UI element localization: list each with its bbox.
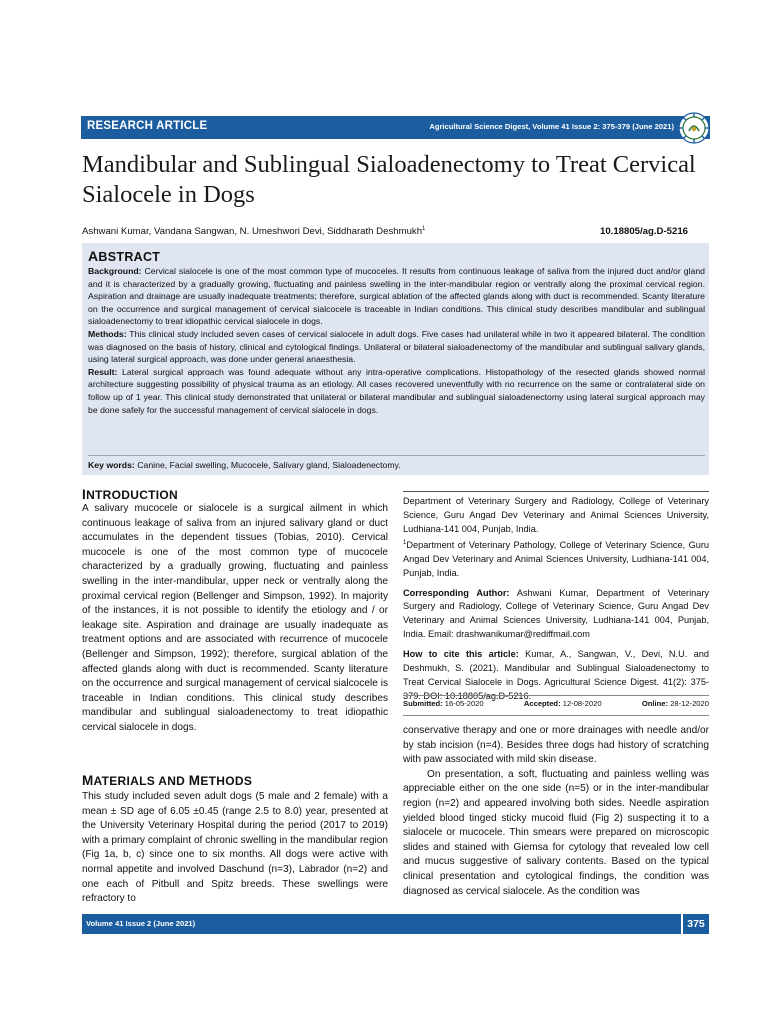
authors-text: Ashwani Kumar, Vandana Sangwan, N. Umeshwori Devi, Siddharath Deshmukh — [82, 226, 423, 238]
submission-dates — [403, 699, 709, 708]
methods-heading: MATERIALS AND METHODS — [82, 773, 253, 788]
abstract-body — [88, 265, 705, 416]
right-paragraph-1: conservative therapy and one or more drainages with needle and/or by stab incision (n=4). Besides three dogs had history of scratching with paw associated with mild skin disease. — [403, 725, 709, 766]
journal-header-bar — [81, 116, 710, 139]
article-type-label: RESEARCH ARTICLE — [87, 120, 208, 132]
dates-top-rule — [403, 695, 709, 696]
author-superscript: 1 — [422, 226, 426, 232]
accepted-date: Accepted: 12-08-2020 — [523, 699, 602, 708]
introduction-text: A salivary mucocele or sialocele is a surgical ailment in which continuous leakage of saliva from an injured salivary gland or duct accumulates in the dependent tissues (Tobias, 2010). Cervical mucocele is one of the most common type of mucocele characterized by a gradually growing, fluctuating and painless swelling in the inter-mandibular, upper neck or ventrally along the proximal cervical region (Bellenger and Simpson, 1992). In majority of the instances, it is not possible to identify the etiology and / or leakage site. Aspiration and drainage are usually inadequate as treatment options and are associated with recurrence of mucocele (Bellenger and Simpson, 1992); therefore, surgical ablation of the affected glands along with duct is recommended. Scanty literature on the occurrence and surgical management of cervical sialcocele is traceable in Indian conditions. This clinical study describes mandibular and sublingual sialoadenectomy to treat idiopathic cervical sialocele in dogs. — [82, 503, 388, 733]
abstract-background: Background: Cervical sialocele is one of the most common type of mucoceles. It results from continuous leakage of saliva from the injured duct and/or gland and it is characterized by a gradually growing, fluctuating and painless swelling in the inter-mandibular region or ventrally along the proximal cervical region. Aspiration and drainage are usually inadequate treatments; therefore, surgical ablation of the affected glands along with duct is recommended. Scanty literature on the occurrence and surgical management of cervical sialcocele is traceable in Indian conditions. This clinical study describes mandibular and sublingual sialoadenectomy to treat idiopathic cervical sialocele in dogs. — [88, 266, 705, 327]
introduction-heading: INTRODUCTION — [82, 487, 179, 502]
affiliations-block — [403, 495, 709, 710]
affiliation-1: Department of Veterinary Surgery and Radiology, College of Veterinary Science, Guru Angad Dev Veterinary and Animal Sciences University, Ludhiana-141 004, Punjab, India. — [403, 496, 709, 534]
page-number: 375 — [681, 914, 709, 934]
submitted-date: Submitted: 16-05-2020 — [403, 699, 484, 708]
keywords-divider — [88, 455, 705, 456]
paper-title — [82, 150, 717, 210]
journal-citation: Agricultural Science Digest, Volume 41 Issue 2: 375-379 (June 2021) — [429, 122, 674, 131]
journal-logo-icon — [678, 112, 710, 144]
abstract-result: Result: Lateral surgical approach was found adequate without any intra-operative complications. Histopathology of the resected glands showed normal architecture suggesting possibility of physical trauma as an etiology. All cases recovered uneventfully with no recurrence on the same or contralateral side on follow up of 1 year. This clinical study demonstrated that unilateral or bilateral mandibular and sublingual sialoadenectomy using lateral surgical approach may be done safely for the successful management of cervical sialocele in dogs. — [88, 366, 705, 415]
author-list — [82, 226, 425, 237]
right-paragraph-2: On presentation, a soft, fluctuating and painless welling was appreciable either on the one side (n=5) or in the inter-mandibular region (n=2) and appeared involving both sides. Needle aspiration yielded blood tinged sticky mucoid fluid (Fig 2) suspecting it to a sialocele or mucocele. Thin smears were prepared on microscopic slides and stained with Giemsa for cytology that revealed low cell and mucus suggestive of salivary contents. Based on the typical clinical presentation and cytological findings, the condition was diagnosed as cervical sialocele. As the condition was — [403, 768, 709, 897]
dates-bottom-rule — [403, 715, 709, 716]
right-column-text — [403, 724, 709, 899]
abstract-methods: Methods: This clinical study included seven cases of cervical sialocele in adult dogs. Five cases had unilateral while in two it appeared bilateral. The condition was diagnosed on the basis of history, clinical and cytological findings. Unilateral or bilateral sialoadenectomy of the mandibular and sublingual salivary glands, using lateral surgical approach, was done under general anaesthesia. — [88, 328, 705, 365]
title-line-2: Sialocele in Dogs — [82, 181, 255, 208]
online-date: Online: 28-12-2020 — [641, 699, 709, 708]
affiliation-2: $^1$Department of Veterinary Pathology, College of Veterinary Science, Guru Angad Dev Veterinary and Animal Sciences University, Ludhiana-141 004, Punjab, India. — [403, 539, 709, 578]
page-footer — [82, 914, 709, 934]
corresponding-author: Corresponding Author: Ashwani Kumar, Department of Veterinary Surgery and Radiology, College of Veterinary Science, Guru Angad Dev Veterinary and Animal Sciences University, Ludhiana-141 004, Punjab, India. Email: drashwanikumar@rediffmail.com — [403, 587, 709, 640]
citation-info: How to cite this article: Kumar, A., Sangwan, V., Devi, N.U. and Deshmukh, S. (2021). Mandibular and Sublingual Sialoadenectomy to Treat Cervical Sialocele in Dogs. Agricultural Science Digest. 41(2): 375- — [403, 649, 709, 687]
doi: 10.18805/ag.D-5216 — [600, 226, 689, 237]
affiliation-top-rule — [403, 491, 709, 492]
keywords: Key words: Canine, Facial swelling, Mucocele, Salivary gland, Sialoadenectomy. — [88, 460, 401, 470]
title-line-1: Mandibular and Sublingual Sialoadenectomy to Treat Cervical — [82, 151, 696, 178]
abstract-heading: ABSTRACT — [88, 248, 161, 264]
footer-issue: Volume 41 Issue 2 (June 2021) — [86, 919, 196, 928]
methods-text: This study included seven adult dogs (5 male and 2 female) with a mean ± SD age of 6.05 ±0.45 (range 2.5 to 8.0) year, presented at the University Veterinary Hospital during the period (2017 to 2019) with a primary complaint of chronic swelling in the mandibular region (Fig 1a, b, c) since one to six months. All dogs were active with normal appetite and involved Daschund (n=3), Labrador (n=2) and one each of Pitbull and Spitz breeds. These swellings were refractory to — [82, 791, 388, 905]
